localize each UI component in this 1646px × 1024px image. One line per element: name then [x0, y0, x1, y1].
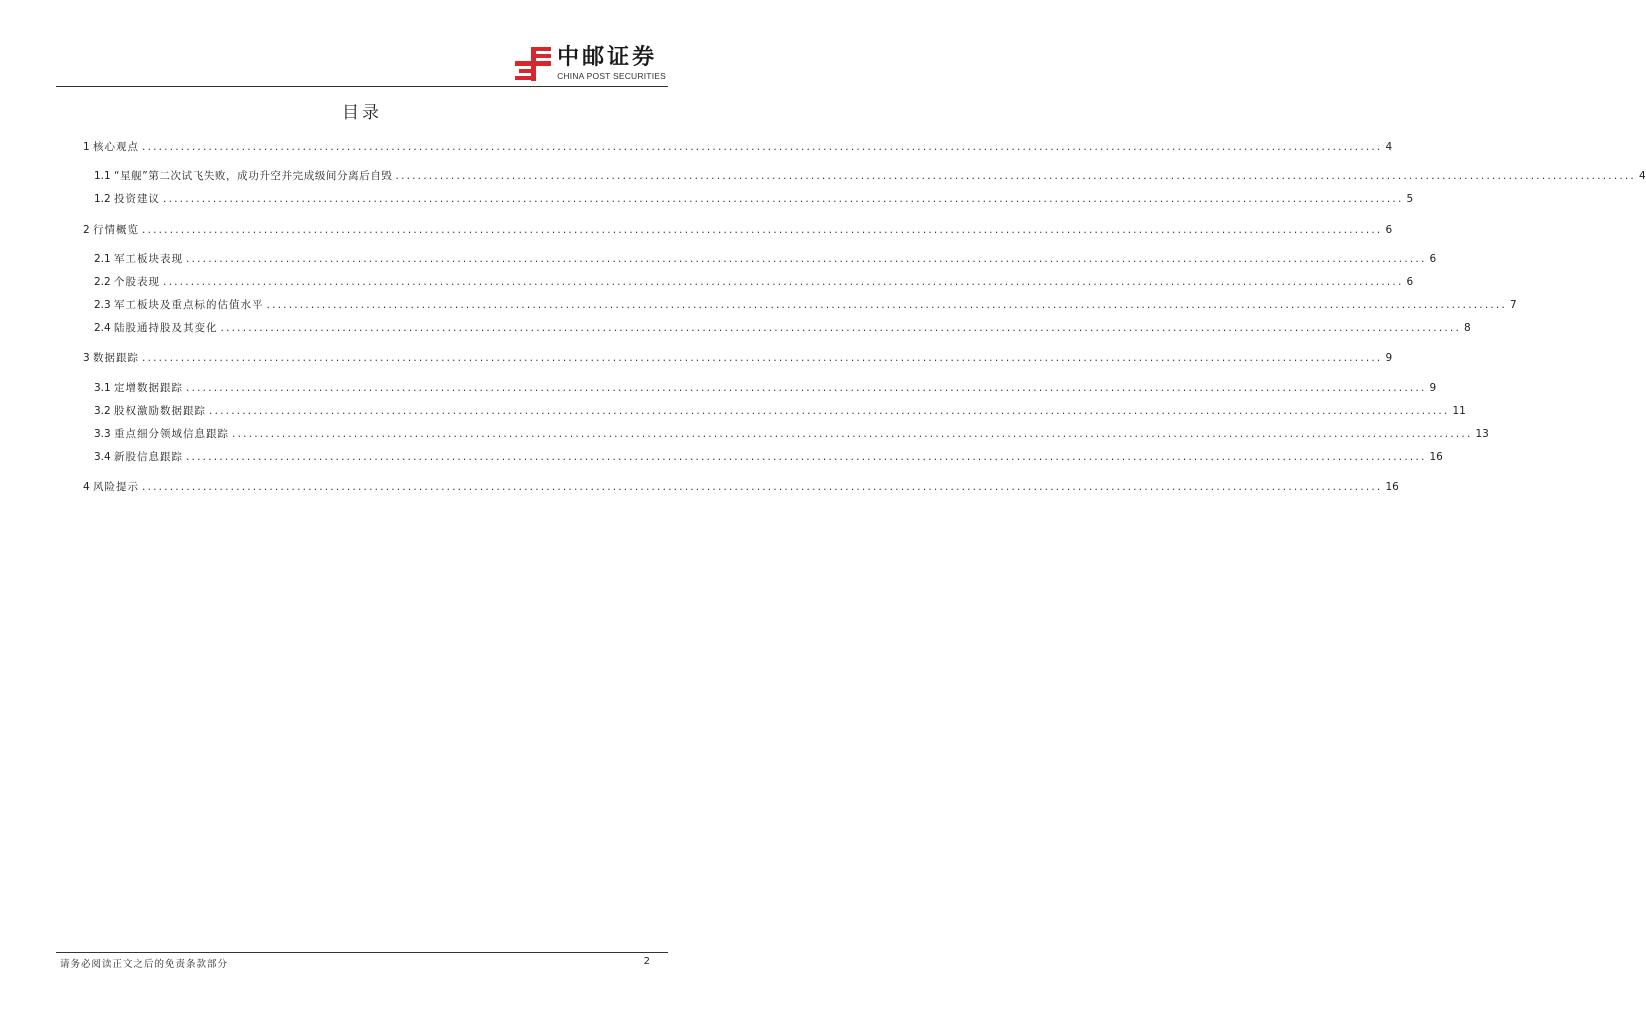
toc-entry[interactable] [83, 480, 1399, 494]
toc-title: 目录 [342, 103, 382, 123]
toc-entry-number: 2.3 [94, 299, 115, 311]
toc-leader-dots: ................................................................................................................................................................................................................................ [209, 405, 1450, 417]
toc-entry-label: 重点细分领域信息跟踪 [114, 428, 230, 440]
toc-entry-page: 4 [1385, 141, 1393, 153]
page-header [56, 30, 668, 86]
toc-entry-label: 陆股通持股及其变化 [114, 322, 218, 334]
toc-entry-page: 4 [1638, 170, 1646, 182]
toc-entry[interactable] [94, 298, 1517, 312]
toc-entry-number: 1.1 [94, 170, 115, 182]
logo-chinese-name: 中邮证券 [557, 45, 658, 70]
toc-entry[interactable] [83, 223, 1393, 237]
toc-entry-number: 1 [83, 141, 94, 153]
toc-entry-number: 2.2 [94, 276, 115, 288]
toc-entry-number: 3.4 [94, 451, 115, 463]
toc-leader-dots: ................................................................................................................................................................................................................................ [163, 276, 1404, 288]
toc-entry-page: 6 [1385, 224, 1393, 236]
toc-entry-page: 8 [1463, 322, 1471, 334]
toc-entry[interactable] [83, 351, 1393, 365]
toc-entry-label: 数据跟踪 [93, 352, 140, 364]
toc-entry-page: 16 [1385, 481, 1399, 493]
toc-entry[interactable] [94, 169, 1646, 183]
toc-leader-dots: ................................................................................................................................................................................................................................ [186, 382, 1427, 394]
toc-entry[interactable] [94, 381, 1437, 395]
toc-entry-number: 1.2 [94, 193, 115, 205]
toc-entry-number: 2.4 [94, 322, 115, 334]
toc-entry-label: “星舰”第二次试飞失败，成功升空并完成级间分离后自毁 [114, 170, 393, 182]
toc-entry-page: 5 [1406, 193, 1414, 205]
toc-entry-label: 新股信息跟踪 [114, 451, 184, 463]
toc-entry-number: 2.1 [94, 253, 115, 265]
toc-leader-dots: ................................................................................................................................................................................................................................ [395, 170, 1636, 182]
toc-entry[interactable] [94, 404, 1466, 418]
toc-entry-page: 9 [1385, 352, 1393, 364]
toc-leader-dots: ................................................................................................................................................................................................................................ [142, 224, 1383, 236]
toc-entry-page: 13 [1475, 428, 1489, 440]
toc-leader-dots: ................................................................................................................................................................................................................................ [163, 193, 1404, 205]
toc-entry-label: 投资建议 [114, 193, 161, 205]
toc-entry-number: 3.2 [94, 405, 115, 417]
toc-leader-dots: ................................................................................................................................................................................................................................ [232, 428, 1473, 440]
header-divider [56, 86, 668, 87]
toc-entry[interactable] [94, 192, 1414, 206]
footer-disclaimer: 请务必阅读正文之后的免责条款部分 [60, 959, 229, 970]
footer-divider [56, 952, 668, 953]
toc-entry-label: 军工板块表现 [114, 253, 184, 265]
toc-leader-dots: ................................................................................................................................................................................................................................ [186, 451, 1427, 463]
toc-leader-dots: ................................................................................................................................................................................................................................ [266, 299, 1507, 311]
toc-entry-page: 7 [1509, 299, 1517, 311]
toc-entry-page: 6 [1406, 276, 1414, 288]
toc-entry[interactable] [94, 321, 1471, 335]
page-number: 2 [643, 956, 650, 967]
toc-leader-dots: ................................................................................................................................................................................................................................ [142, 481, 1383, 493]
toc-entry-number: 2 [83, 224, 94, 236]
toc-entry-label: 军工板块及重点标的估值水平 [114, 299, 264, 311]
china-post-logo-icon [513, 44, 553, 84]
toc-entry-label: 风险提示 [93, 481, 140, 493]
toc-entry-label: 定增数据跟踪 [114, 382, 184, 394]
toc-entry[interactable] [94, 427, 1489, 441]
toc-entry[interactable] [94, 252, 1437, 266]
logo-english-name: CHINA POST SECURITIES [557, 71, 666, 81]
toc-entry-page: 6 [1429, 253, 1437, 265]
toc-leader-dots: ................................................................................................................................................................................................................................ [142, 352, 1383, 364]
toc-leader-dots: ................................................................................................................................................................................................................................ [220, 322, 1461, 334]
toc-entry-label: 核心观点 [93, 141, 140, 153]
toc-entry-label: 行情概览 [93, 224, 140, 236]
toc-entry-number: 3.1 [94, 382, 115, 394]
toc-entry[interactable] [83, 140, 1393, 154]
toc-entry-page: 16 [1429, 451, 1443, 463]
toc-leader-dots: ................................................................................................................................................................................................................................ [186, 253, 1427, 265]
toc-entry-label: 个股表现 [114, 276, 161, 288]
toc-entry-number: 4 [83, 481, 94, 493]
toc-leader-dots: ................................................................................................................................................................................................................................ [142, 141, 1383, 153]
toc-entry-page: 9 [1429, 382, 1437, 394]
toc-entry[interactable] [94, 450, 1443, 464]
toc-entry-label: 股权激励数据跟踪 [114, 405, 207, 417]
toc-entry-number: 3 [83, 352, 94, 364]
toc-entry-page: 11 [1452, 405, 1466, 417]
toc-entry-number: 3.3 [94, 428, 115, 440]
company-logo [513, 44, 666, 84]
toc-entry[interactable] [94, 275, 1414, 289]
